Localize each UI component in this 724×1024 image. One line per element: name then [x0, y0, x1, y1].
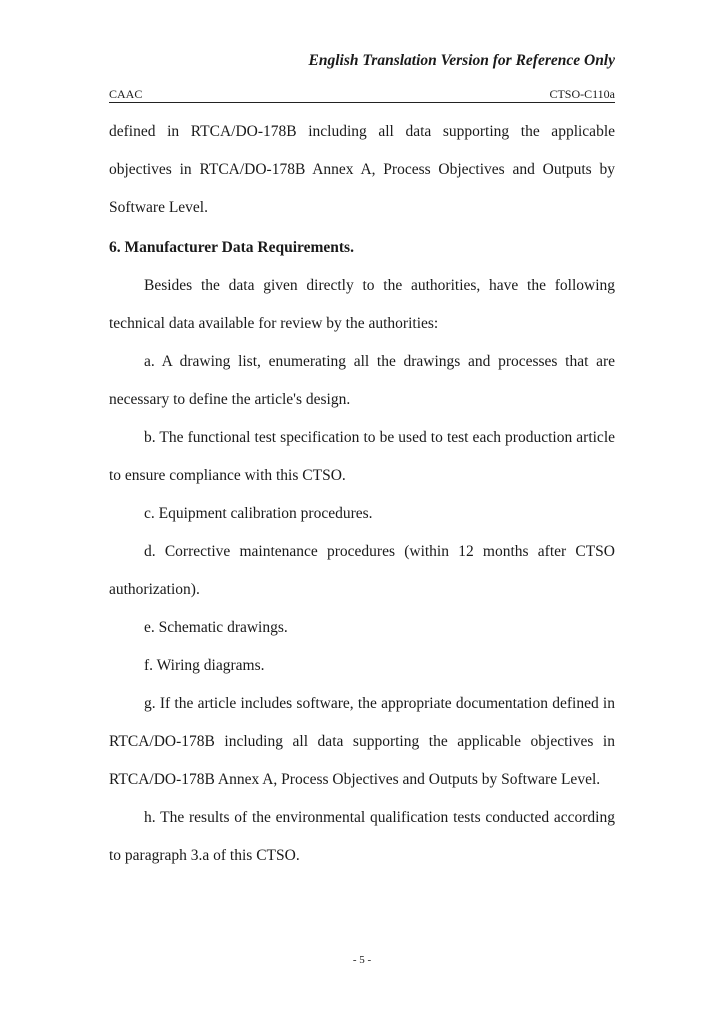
translation-notice: English Translation Version for Reference Only: [308, 52, 615, 69]
list-item-a: a. A drawing list, enumerating all the drawings and processes that are necessary to define the article's design.: [109, 353, 615, 408]
continued-paragraph: defined in RTCA/DO-178B including all data supporting the applicable objectives in RTCA/DO-178B Annex A, Process Objectives and Outputs by Software Level.: [109, 123, 615, 216]
header-document-id: CTSO-C110a: [549, 87, 615, 101]
intro-paragraph: Besides the data given directly to the authorities, have the following technical data available for review by the authorities:: [109, 277, 615, 332]
list-item-f: f. Wiring diagrams.: [144, 657, 265, 674]
section-heading: 6. Manufacturer Data Requirements.: [109, 239, 354, 256]
page-content: [109, 113, 615, 875]
list-item-e: e. Schematic drawings.: [144, 619, 288, 636]
list-item-h: h. The results of the environmental qualification tests conducted according to paragraph 3.a of this CTSO.: [109, 809, 615, 864]
list-item-g: g. If the article includes software, the appropriate documentation defined in RTCA/DO-178B including all data supporting the applicable objectives in RTCA/DO-178B Annex A, Process Objectives and Outputs by Software Level.: [109, 695, 615, 788]
header-agency: CAAC: [109, 87, 143, 101]
page-number: - 5 -: [352, 954, 372, 966]
header-divider: [109, 102, 615, 103]
list-item-d: d. Corrective maintenance procedures (within 12 months after CTSO authorization).: [109, 543, 615, 598]
list-item-c: c. Equipment calibration procedures.: [144, 505, 373, 522]
list-item-b: b. The functional test specification to be used to test each production article to ensure compliance with this CTSO.: [109, 429, 615, 484]
